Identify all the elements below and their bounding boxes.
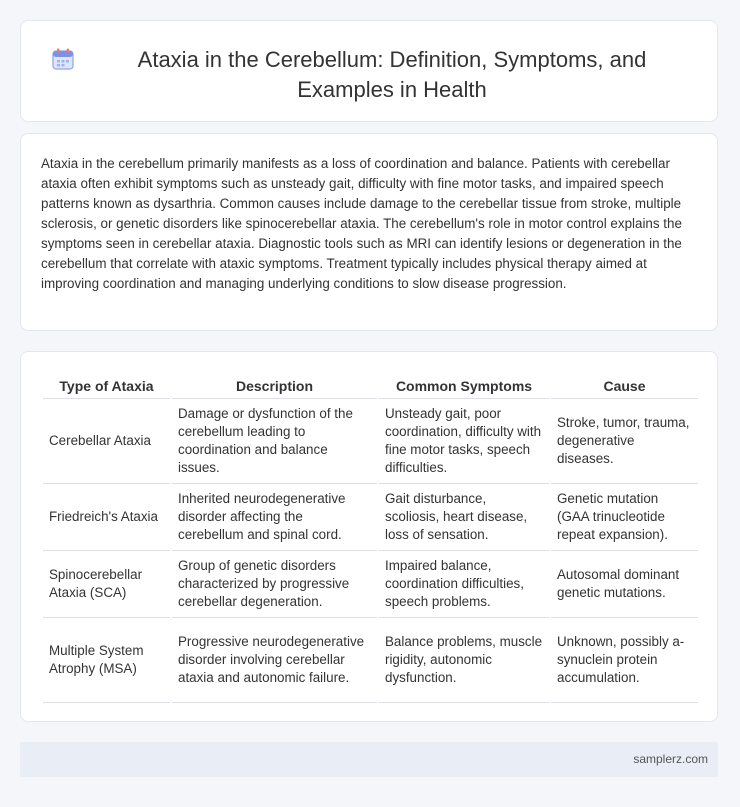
cell-symptoms: Impaired balance, coordination difficulties, speech problems. [378,551,550,618]
cell-cause: Unknown, possibly a-synuclein protein accumulation. [550,618,698,703]
cell-type: Cerebellar Ataxia [43,399,171,484]
ataxia-table [43,374,698,703]
title-card [20,20,718,122]
cell-cause: Autosomal dominant genetic mutations. [550,551,698,618]
header-symptoms: Common Symptoms [378,374,550,399]
page-title: Ataxia in the Cerebellum: Definition, Symptoms, and Examples in Health [137,47,647,102]
table-row [43,484,698,551]
cell-cause: Stroke, tumor, trauma, degenerative diseases. [550,399,698,484]
calendar-icon [51,47,75,71]
footer [20,742,718,777]
title-row [21,21,717,105]
cell-symptoms: Balance problems, muscle rigidity, autonomic dysfunction. [378,618,550,703]
footer-site[interactable]: samplerz.com [633,752,708,766]
cell-cause: Genetic mutation (GAA trinucleotide repeat expansion). [550,484,698,551]
cell-type: Friedreich's Ataxia [43,484,171,551]
summary-card [20,133,718,331]
summary-text: Ataxia in the cerebellum primarily manifests as a loss of coordination and balance. Patients with cerebellar ataxia often exhibit symptoms such as unsteady gait, difficulty with fine motor tasks, and impaired speech patterns known as dysarthria. Common causes include damage to the cerebellar tissue from stroke, multiple sclerosis, or genetic disorders like spinocerebellar ataxia. The cerebellum's role in motor control explains the symptoms seen in cerebellar ataxia. Diagnostic tools such as MRI can identify lesions or degeneration in the cerebellum that correlate with ataxic symptoms. Treatment typically includes physical therapy aimed at improving coordination and managing underlying conditions to slow disease progression. [41,156,682,291]
cell-type: Spinocerebellar Ataxia (SCA) [43,551,171,618]
cell-symptoms: Gait disturbance, scoliosis, heart disease, loss of sensation. [378,484,550,551]
header-cause: Cause [550,374,698,399]
table-row [43,399,698,484]
table-row [43,618,698,703]
cell-description: Inherited neurodegenerative disorder affecting the cerebellum and spinal cord. [171,484,378,551]
cell-type: Multiple System Atrophy (MSA) [43,618,171,703]
cell-description: Progressive neurodegenerative disorder involving cerebellar ataxia and autonomic failure. [171,618,378,703]
table-header-row [43,374,698,399]
header-description: Description [171,374,378,399]
table-card [20,351,718,722]
table-row [43,551,698,618]
cell-symptoms: Unsteady gait, poor coordination, difficulty with fine motor tasks, speech difficulties. [378,399,550,484]
cell-description: Group of genetic disorders characterized by progressive cerebellar degeneration. [171,551,378,618]
header-type: Type of Ataxia [43,374,171,399]
cell-description: Damage or dysfunction of the cerebellum leading to coordination and balance issues. [171,399,378,484]
